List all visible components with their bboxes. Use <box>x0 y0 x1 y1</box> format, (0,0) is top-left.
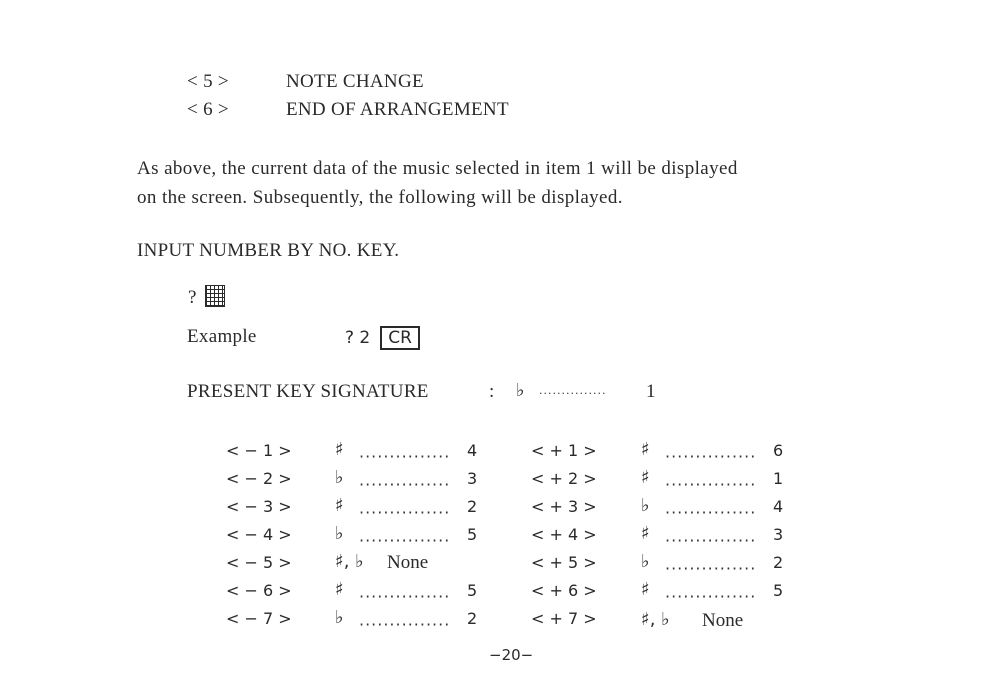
cr-key-icon: CR <box>380 326 420 350</box>
present-dot-leader: ··············· <box>539 387 607 400</box>
flat-icon: ♭ <box>335 467 344 488</box>
right-code: < + 6 > <box>531 581 597 600</box>
paragraph-line-2: on the screen. Subsequently, the following will be displayed. <box>137 187 623 208</box>
flat-icon: ♭ <box>335 607 344 628</box>
left-code: < − 4 > <box>226 525 292 544</box>
present-colon: : <box>489 381 495 402</box>
paragraph-line-1: As above, the current data of the music selected in item 1 will be displayed <box>137 158 738 179</box>
right-code: < + 4 > <box>531 525 597 544</box>
left-count: 5 <box>467 525 478 544</box>
flat-icon: ♭ <box>335 523 344 544</box>
left-code: < − 5 > <box>226 553 292 572</box>
left-code: < − 1 > <box>226 441 292 460</box>
present-count: 1 <box>646 381 656 402</box>
dot-leader: ··············· <box>665 503 757 522</box>
right-count: 5 <box>773 581 784 600</box>
sharp-icon: ♯ <box>335 579 344 600</box>
sharp-flat-icon: ♯, ♭ <box>335 551 364 572</box>
dot-leader: ··············· <box>359 615 451 634</box>
sharp-icon: ♯ <box>641 467 650 488</box>
right-count: 3 <box>773 525 784 544</box>
flat-symbol-icon: ♭ <box>516 380 525 401</box>
left-code: < − 6 > <box>226 581 292 600</box>
dot-leader: ··············· <box>665 587 757 606</box>
menu-number-6: < 6 > <box>187 99 229 120</box>
sharp-icon: ♯ <box>335 495 344 516</box>
prompt-mark: ? <box>188 287 197 308</box>
right-code: < + 2 > <box>531 469 597 488</box>
sharp-flat-icon: ♯, ♭ <box>641 609 670 630</box>
cursor-block-icon <box>205 285 225 307</box>
sharp-icon: ♯ <box>641 439 650 460</box>
input-prompt <box>188 285 225 309</box>
left-count: 2 <box>467 609 478 628</box>
right-code: < + 7 > <box>531 609 597 628</box>
none-label: None <box>387 552 429 573</box>
dot-leader: ··············· <box>665 475 757 494</box>
dot-leader: ··············· <box>359 587 451 606</box>
present-key-signature-label: PRESENT KEY SIGNATURE <box>187 381 429 402</box>
dot-leader: ··············· <box>359 531 451 550</box>
right-count: 2 <box>773 553 784 572</box>
flat-icon: ♭ <box>641 551 650 572</box>
right-count: 6 <box>773 441 784 460</box>
dot-leader: ··············· <box>665 531 757 550</box>
dot-leader: ··············· <box>359 447 451 466</box>
left-code: < − 3 > <box>226 497 292 516</box>
example-input-text: ? 2 <box>345 328 371 348</box>
example-input <box>345 326 420 350</box>
flat-icon: ♭ <box>641 495 650 516</box>
left-count: 4 <box>467 441 478 460</box>
dot-leader: ··············· <box>359 503 451 522</box>
prompt-heading: INPUT NUMBER BY NO. KEY. <box>137 240 400 261</box>
page-number: −20− <box>489 646 534 664</box>
menu-label-note-change: NOTE CHANGE <box>286 71 424 92</box>
dot-leader: ··············· <box>359 475 451 494</box>
left-code: < − 2 > <box>226 469 292 488</box>
dot-leader: ··············· <box>665 559 757 578</box>
right-count: 4 <box>773 497 784 516</box>
right-count: 1 <box>773 469 784 488</box>
example-label: Example <box>187 326 257 347</box>
left-count: 3 <box>467 469 478 488</box>
dot-leader: ··············· <box>665 447 757 466</box>
right-code: < + 1 > <box>531 441 597 460</box>
sharp-icon: ♯ <box>641 579 650 600</box>
menu-label-end-of-arrangement: END OF ARRANGEMENT <box>286 99 509 120</box>
right-code: < + 5 > <box>531 553 597 572</box>
none-label: None <box>702 610 744 631</box>
sharp-icon: ♯ <box>335 439 344 460</box>
left-code: < − 7 > <box>226 609 292 628</box>
menu-number-5: < 5 > <box>187 71 229 92</box>
left-count: 2 <box>467 497 478 516</box>
left-count: 5 <box>467 581 478 600</box>
sharp-icon: ♯ <box>641 523 650 544</box>
right-code: < + 3 > <box>531 497 597 516</box>
